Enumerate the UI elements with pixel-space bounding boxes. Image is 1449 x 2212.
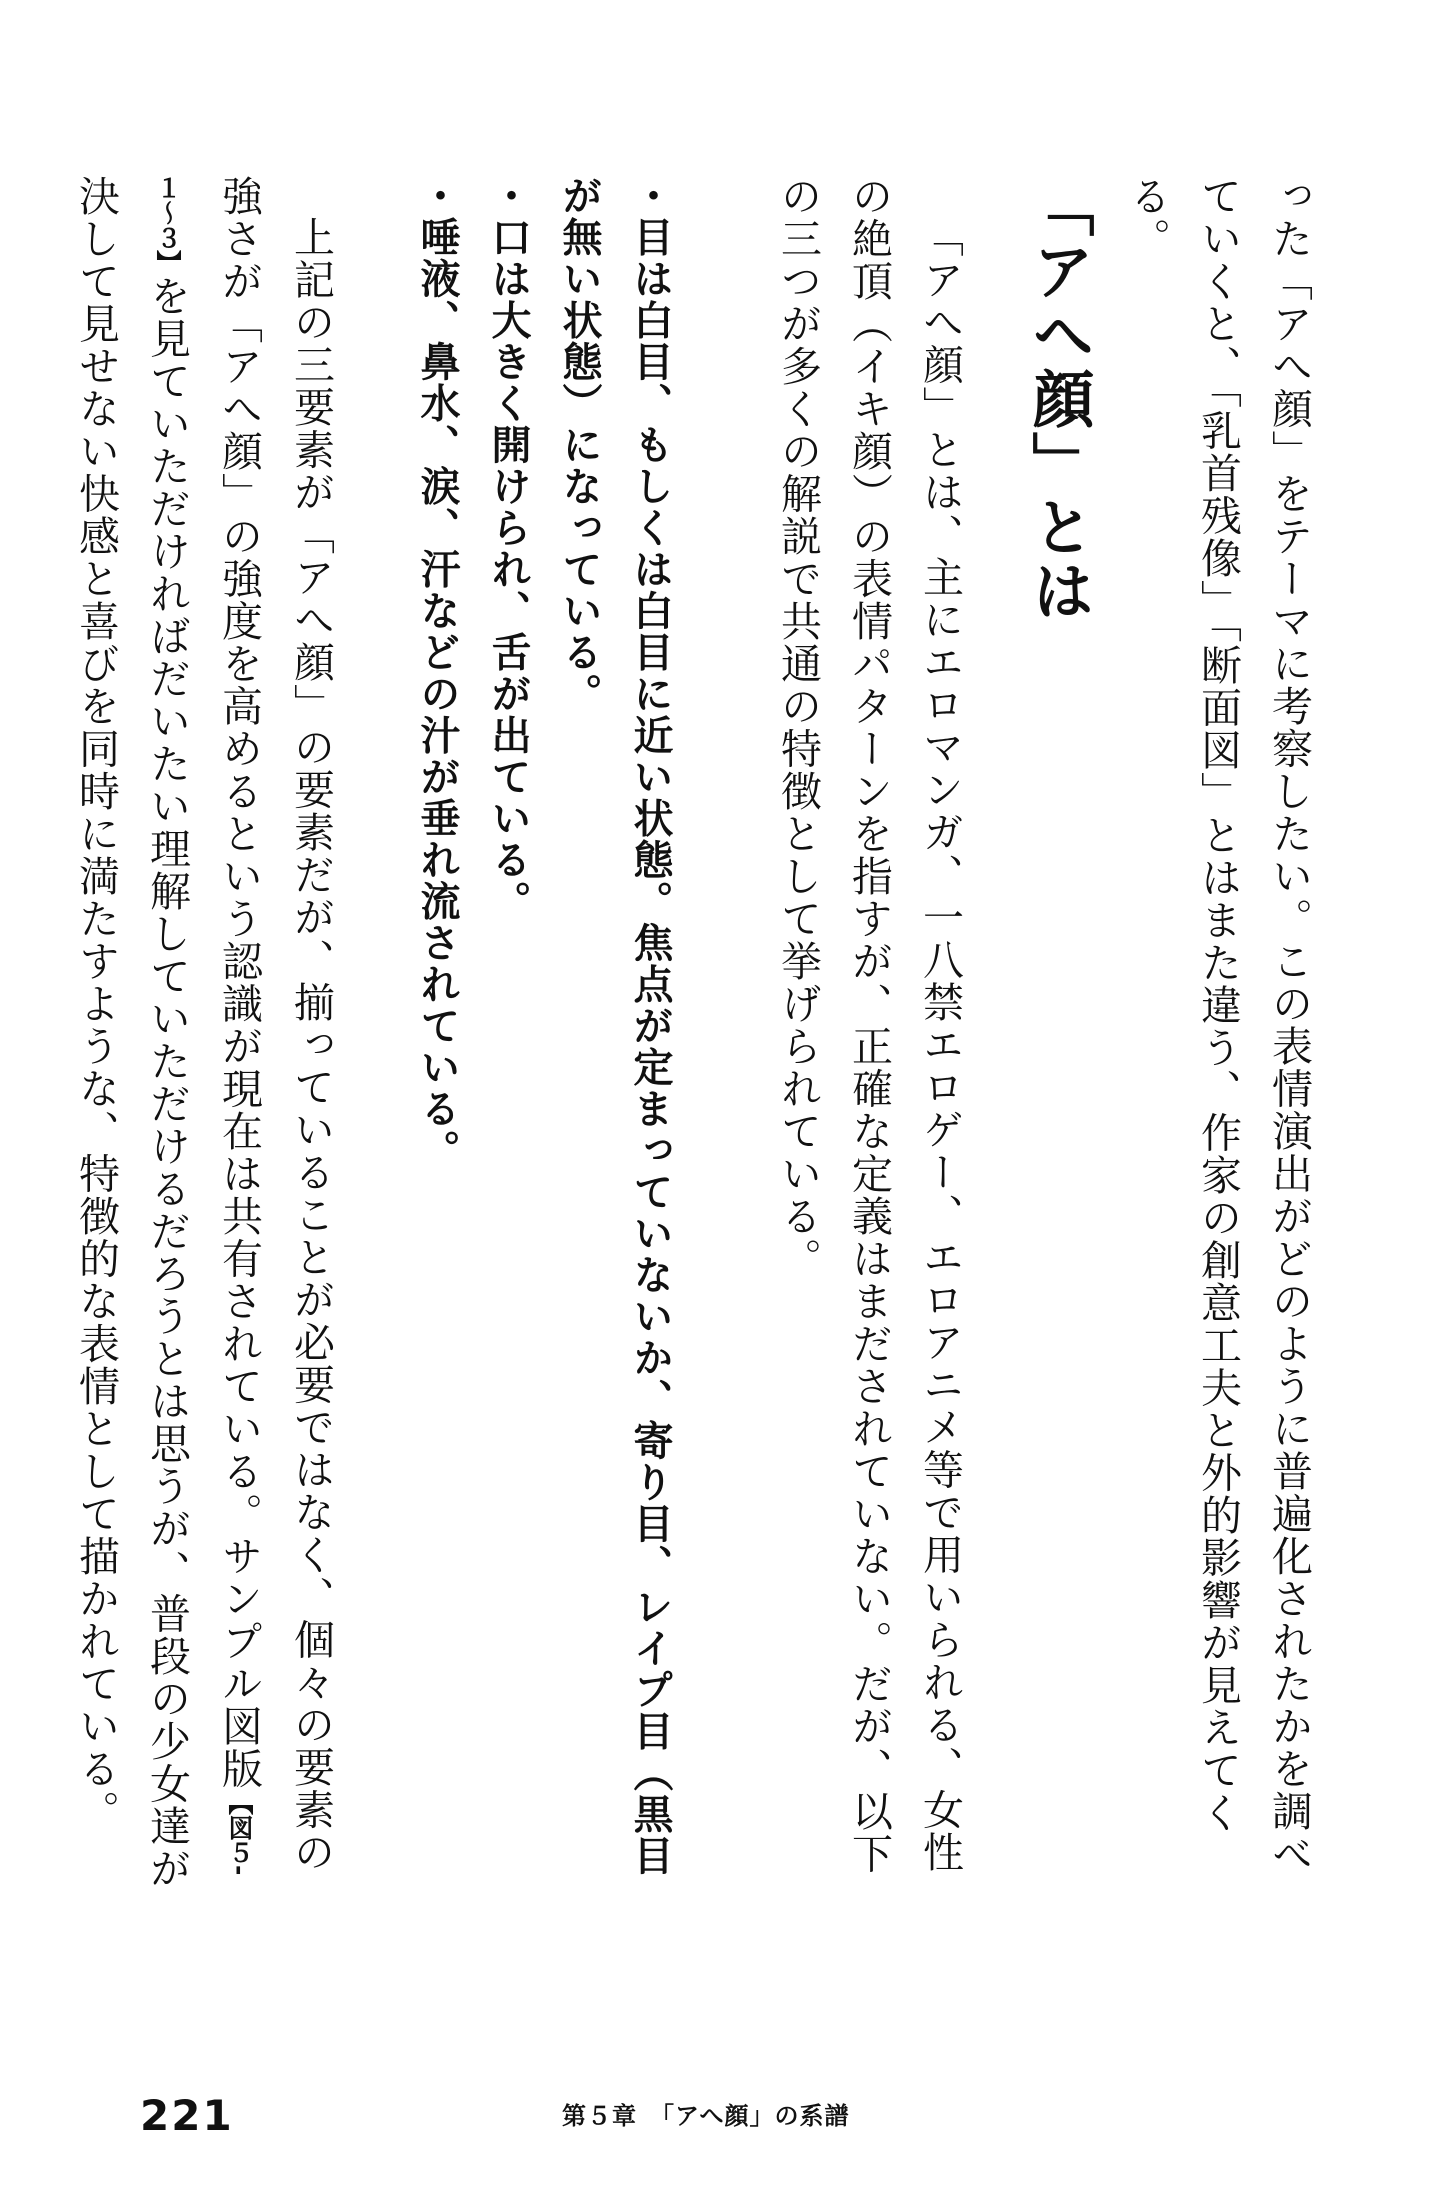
vertical-body-text <box>60 175 1324 1895</box>
summary-text-before-ref: 上記の三要素が「アへ顔」の要素だが、揃っていることが必要ではなく、個々の要素の強さが「アへ顔」の強度を高めるという認識が現在は共有されている。サンプル図版 <box>215 175 335 1874</box>
page-footer <box>0 2093 1449 2143</box>
paragraph-continuation: った「アへ顔」をテーマに考察したい。この表情演出がどのように普遍化されたかを調べていくと、「乳首残像」「断面図」とはまた違う、作家の創意工夫と外的影響が見えてくる。 <box>1123 175 1313 1875</box>
summary-text-after-ref: を見ていただければだいたい理解していただけるだろうとは思うが、普段の少女達が決して見せない快感と喜びを同時に満たすような、特徴的な表情として描かれている。 <box>72 175 191 1890</box>
feature-list <box>401 175 685 1895</box>
paragraph-summary <box>60 175 346 1895</box>
feature-item-mouth: ・口は大きく開けられ、舌が出ている。 <box>485 175 531 922</box>
page-number: 221 <box>140 2091 234 2140</box>
feature-item-eyes: ・目は白目、もしくは白目に近い状態。焦点が定まっていないか、寄り目、レイプ目（黒目が無い状態）になっている。 <box>556 175 673 1877</box>
running-head: 第５章 「アへ顔」の系譜 <box>562 2102 850 2130</box>
column-spacer-2 <box>346 175 401 1895</box>
section-heading: 「アへ顔」とは <box>1022 175 1095 623</box>
figure-reference: 【図５-１〜３】 <box>153 175 254 1876</box>
feature-item-fluids: ・唾液、鼻水、涙、汗などの汁が垂れ流されている。 <box>414 175 460 1171</box>
column-spacer <box>707 175 762 1895</box>
paragraph-definition: 「アへ顔」とは、主にエロマンガ、一八禁エロゲー、エロアニメ等で用いられる、女性の絶頂（イキ顔）の表情パターンを指すが、正確な定義はまだされていない。だが、以下の三つが多くの解説で共通の特徴として挙げられている。 <box>774 175 964 1875</box>
